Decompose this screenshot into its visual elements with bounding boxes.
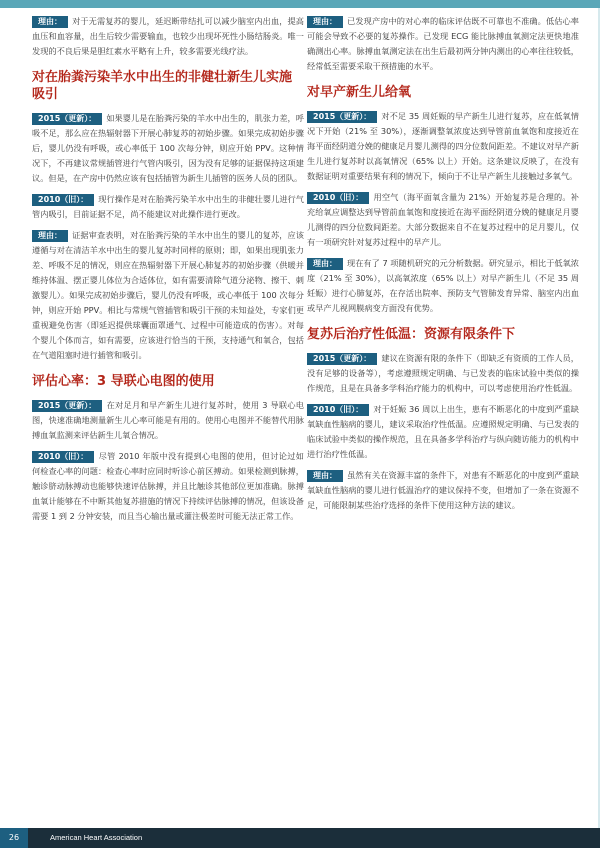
body-paragraph xyxy=(307,351,579,396)
paragraph-text: 现在有了 7 项随机研究的元分析数据。研究显示，相比于低氧浓度（21% 至 30%），以高氧浓度（65% 以上）对早产新生儿（不足 35 周妊娠）进行心肺复苏，在存活出院率、预防支气管肺发育异常、脑室内出血或早产儿视网膜病变方面没有优势。 xyxy=(307,258,579,313)
paragraph-tag-label: 2010（旧）： xyxy=(32,194,94,206)
paragraph-tag-label: 理由： xyxy=(32,16,68,28)
paragraph-tag-label: 理由： xyxy=(32,230,68,242)
top-band xyxy=(0,0,600,8)
right-column xyxy=(307,14,579,519)
footer-organization: American Heart Association xyxy=(50,833,143,842)
body-paragraph xyxy=(307,190,579,250)
section-heading: 评估心率：3 导联心电图的使用 xyxy=(32,374,215,389)
paragraph-tag-label: 2010（旧）： xyxy=(32,451,94,463)
paragraph-tag-label: 2015（更新）： xyxy=(32,400,102,412)
paragraph-tag-label: 2015（更新）： xyxy=(307,353,377,365)
left-column xyxy=(32,14,304,530)
paragraph-text: 对不足 35 周妊娠的早产新生儿进行复苏，应在低氧情况下开始（21% 至 30%），逐渐调整氧浓度达到导管前血氧饱和度接近在海平面经阴道分娩的健康足月婴儿测得的四分位数间距差。不建议对早产新生儿进行复苏时以高氧情况（65% 以上）开始。这条建议反映了，在没有数据证明对重要结果有利的情况下，倾向于不让早产新生儿接触过多氧气。 xyxy=(307,111,579,181)
body-paragraph xyxy=(32,228,304,363)
section-heading: 复苏后治疗性低温：资源有限条件下 xyxy=(307,327,516,342)
page-number: 26 xyxy=(0,828,28,848)
paragraph-tag-label: 理由： xyxy=(307,258,343,270)
body-paragraph xyxy=(32,111,304,186)
page-footer xyxy=(0,828,600,848)
paragraph-text: 已发现产房中的对心率的临床评估既不可靠也不准确。低估心率可能会导致不必要的复苏操作。已发现 ECG 能比脉搏血氧测定法更快地准确测出心率。脉搏血氧测定法在出生后最初两分钟内测出的心率往往较低，经常低至需要采取干预措施的水平。 xyxy=(307,16,579,71)
body-paragraph xyxy=(32,449,304,524)
paragraph-text: 在对足月和早产新生儿进行复苏时，使用 3 导联心电图，快速准确地测量新生儿心率可能是有用的。使用心电图并不能替代用脉搏血氧监测来评估新生儿氧合情况。 xyxy=(32,400,304,440)
body-paragraph xyxy=(32,14,304,59)
paragraph-tag-label: 理由： xyxy=(307,16,343,28)
section-heading: 对早产新生儿给氧 xyxy=(307,85,412,100)
paragraph-tag-label: 2015（更新）： xyxy=(307,111,377,123)
paragraph-text: 对于妊娠 36 周以上出生，患有不断恶化的中度到严重缺氧缺血性脑病的婴儿，建议采取治疗性低温。应遵照规定明确、与已发表的临床试验中类似的操作规范，且在具备多学科治疗与纵向随访能力的机构中进行治疗性低温。 xyxy=(307,404,579,459)
paragraph-tag-label: 2015（更新）： xyxy=(32,113,102,125)
body-paragraph xyxy=(32,398,304,443)
body-paragraph xyxy=(307,109,579,184)
paragraph-text: 证据审查表明，对在胎粪污染的羊水中出生的婴儿的复苏，应该遵循与对在清洁羊水中出生的婴儿复苏时同样的原则；即，如果出现肌张力差、呼吸不足的情况，则应在热辐射器下开展心肺复苏的初始步骤（供暖并维持体温、摆正婴儿体位为合适体位，如有需要清除气道分泌物、擦干、刺激婴儿）。如果完成初始步骤后，婴儿仍没有呼吸，或心率低于 100 次每分钟，则应开始 PPV。相比与常规气管插管和吸引干预的未知益处，专家们更重视避免伤害（即延迟提供球囊面罩通气、过程中可能造成的伤害）。对每个婴儿个体而言，如有需要，应该进行恰当的干预，支持通气和氧合，包括在气道阻塞时进行插管和吸引。 xyxy=(32,230,304,360)
paragraph-tag-label: 2010（旧）： xyxy=(307,404,369,416)
body-paragraph xyxy=(307,402,579,462)
body-paragraph xyxy=(32,192,304,222)
paragraph-text: 如果婴儿是在胎粪污染的羊水中出生的，肌张力差，呼吸不足，那么应在热辐射器下开展心肺复苏的初始步骤。如果完成初始步骤后，婴儿仍没有呼吸，或心率低于 100 次每分钟，则应开始 PPV。这种情况下，不再建议常规插管进行气管内吸引，因为没有足够的证据保持这项建议。但是，在产房中仍然应该有包括插管为新生儿插管的医务人员的团队。 xyxy=(32,113,304,183)
paragraph-text: 尽管 2010 年版中没有提到心电图的使用，但讨论过如何检查心率的问题：检查心率时应同时听诊心前区搏动。如果检测到脉搏，触诊脐动脉搏动也能够快速评估脉搏，并且比触诊其他部位更加准确。脉搏血氧计能够在不中断其他复苏措施的情况下持续评估脉搏的情况，但该设备需要 1 到 2 分钟安装，而且当心输出量或灌注极差时可能无法正常工作。 xyxy=(32,451,304,521)
body-paragraph xyxy=(307,14,579,74)
paragraph-tag-label: 理由： xyxy=(307,470,343,482)
paragraph-text: 对于无需复苏的婴儿，延迟断带结扎可以减少脑室内出血，提高血压和血容量，出生后较少需要输血，也较少出现坏死性小肠结肠炎。唯一发现的不良后果是胆红素水平略有上升，较多需要光线疗法。 xyxy=(32,16,304,56)
body-paragraph xyxy=(307,468,579,513)
paragraph-text: 现行操作是对在胎粪污染羊水中出生的非健壮婴儿进行气管内吸引，目前证据不足，尚不能建议对此操作进行更改。 xyxy=(32,194,304,219)
body-paragraph xyxy=(307,256,579,316)
paragraph-tag-label: 2010（旧）： xyxy=(307,192,369,204)
paragraph-text: 建议在资源有限的条件下（即缺乏有资质的工作人员，没有足够的设备等），考虑遵照规定明确、与已发表的临床试验中类似的操作规范，且是在具备多学科治疗能力的机构中，可以考虑使用治疗性低温。 xyxy=(307,353,579,393)
section-heading: 对在胎粪污染羊水中出生的非健壮新生儿实施吸引 xyxy=(32,70,293,102)
paragraph-text: 虽然有关在资源丰富的条件下，对患有不断恶化的中度到严重缺氧缺血性脑病的婴儿进行低温治疗的建议保持不变，但增加了一条在资源不足，可能限制某些治疗选择的条件下使用这种方法的建议。 xyxy=(307,470,579,510)
paragraph-text: 用空气（海平面氧含量为 21%）开始复苏是合理的。补充给氧应调整达到导管前血氧饱和度接近在海平面经阴道分娩的健康足月婴儿测得的四分位数间距差。大部分数据来自不在复苏过程中的足月婴儿，仅有一项研究针对复苏过程中的早产儿。 xyxy=(307,192,579,247)
